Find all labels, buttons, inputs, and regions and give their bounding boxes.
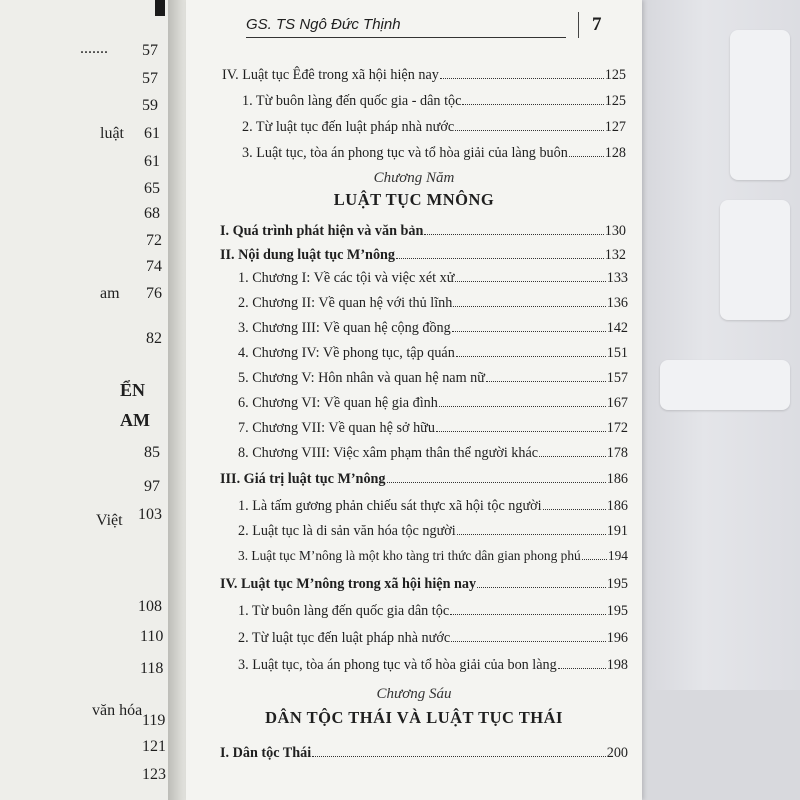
- toc-entry-title: 2. Từ luật tục đến luật pháp nhà nước: [242, 119, 455, 136]
- left-page-number: 119: [142, 712, 166, 729]
- dot-leader: [453, 294, 605, 307]
- left-page-number: 76: [146, 285, 162, 302]
- toc-entry: [220, 222, 626, 240]
- toc-entry: [242, 144, 626, 162]
- toc-entry-page: 178: [606, 445, 628, 462]
- keyboard-key: [660, 360, 790, 410]
- toc-entry-title: 4. Chương IV: Về phong tục, tập quán: [238, 345, 455, 362]
- left-page-number: 85: [144, 444, 160, 461]
- dot-leader: [486, 369, 606, 382]
- toc-entry-title: 5. Chương V: Hôn nhân và quan hệ nam nữ: [238, 370, 485, 387]
- left-page-number: 57: [142, 42, 158, 59]
- chapter-title: LUẬT TỤC MNÔNG: [333, 190, 495, 209]
- left-dots: .......: [80, 40, 108, 57]
- chapter-label: Chương Sáu: [376, 686, 452, 702]
- toc-entry-page: 130: [604, 223, 626, 240]
- toc-entry-page: 195: [606, 576, 628, 593]
- toc-entry-title: 2. Chương II: Về quan hệ với thủ lĩnh: [238, 295, 453, 312]
- toc-entry-title: 1. Là tấm gương phản chiếu sát thực xã hội tộc người: [238, 498, 542, 515]
- running-head-author: GS. TS Ngô Đức Thịnh: [246, 16, 401, 33]
- left-page-number: 74: [146, 258, 162, 275]
- toc-entry-page: 186: [606, 471, 628, 488]
- desk-surface: [640, 690, 800, 800]
- book-gutter: [168, 0, 188, 800]
- dot-leader: [457, 522, 606, 535]
- toc-entry-page: 127: [604, 119, 626, 136]
- dot-leader: [455, 118, 604, 131]
- left-text-fragment: luật: [100, 125, 124, 142]
- dot-leader: [558, 656, 606, 669]
- left-page-number: 57: [142, 70, 158, 87]
- dot-leader: [436, 419, 606, 432]
- toc-entry: [238, 369, 628, 387]
- toc-entry-page: 132: [604, 247, 626, 264]
- toc-entry-title: III. Giá trị luật tục M’nông: [220, 471, 386, 488]
- toc-entry-page: 133: [606, 270, 628, 287]
- toc-entry-page: 128: [604, 145, 626, 162]
- left-page-number: 72: [146, 232, 162, 249]
- book-page: [186, 0, 642, 800]
- left-page-number: 59: [142, 97, 158, 114]
- toc-entry-page: 191: [606, 523, 628, 540]
- toc-entry: [220, 744, 628, 762]
- toc-entry: [220, 246, 626, 264]
- dot-leader: [396, 246, 604, 259]
- toc-entry-page: 200: [606, 745, 628, 762]
- left-page-number: 121: [142, 738, 166, 755]
- toc-entry: [238, 602, 628, 620]
- dot-leader: [312, 744, 606, 757]
- toc-entry-page: 195: [606, 603, 628, 620]
- toc-entry: [238, 419, 628, 437]
- dot-leader: [582, 548, 607, 560]
- dot-leader: [456, 344, 606, 357]
- toc-entry-title: 8. Chương VIII: Việc xâm phạm thân thể người khác: [238, 445, 539, 462]
- keyboard-key: [730, 30, 790, 180]
- toc-entry: [238, 319, 628, 337]
- toc-entry: [238, 269, 628, 287]
- toc-entry-title: 1. Từ buôn làng đến quốc gia - dân tộc: [242, 93, 462, 110]
- dot-leader: [539, 444, 606, 457]
- toc-entry-title: 1. Từ buôn làng đến quốc gia dân tộc: [238, 603, 450, 620]
- left-page-number: 118: [140, 660, 164, 677]
- dot-leader: [543, 497, 606, 510]
- toc-entry-title: 6. Chương VI: Về quan hệ gia đình: [238, 395, 438, 412]
- chapter-title: DÂN TỘC THÁI VÀ LUẬT TỤC THÁI: [265, 708, 563, 727]
- toc-entry-page: 186: [606, 498, 628, 515]
- toc-entry-page: 167: [606, 395, 628, 412]
- chapter-label: Chương Năm: [373, 170, 455, 186]
- left-page-number: 110: [140, 628, 164, 645]
- toc-entry-page: 125: [604, 93, 626, 110]
- left-heading-fragment: AM: [120, 410, 150, 430]
- toc-entry-page: 125: [604, 67, 626, 84]
- left-page-number: 61: [144, 153, 160, 170]
- dot-leader: [452, 319, 606, 332]
- left-page-number: 82: [146, 330, 162, 347]
- toc-entry: [238, 444, 628, 462]
- toc-entry-title: 3. Chương III: Về quan hệ cộng đồng: [238, 320, 451, 337]
- toc-entry-title: 3. Luật tục, tòa án phong tục và tổ hòa giải của làng buôn: [242, 145, 568, 162]
- toc-entry-title: IV. Luật tục Êđê trong xã hội hiện nay: [222, 67, 439, 84]
- dot-leader: [455, 269, 605, 282]
- left-page-number: 123: [142, 766, 166, 783]
- toc-entry: [238, 394, 628, 412]
- toc-entry-title: 7. Chương VII: Về quan hệ sở hữu: [238, 420, 435, 437]
- toc-entry: [238, 294, 628, 312]
- left-heading-fragment: ỂN: [120, 380, 146, 400]
- left-text-fragment: văn hóa: [92, 702, 143, 719]
- dot-leader: [387, 470, 606, 483]
- left-page: [0, 0, 178, 800]
- left-page-number: 68: [144, 205, 160, 222]
- toc-entry-page: 172: [606, 420, 628, 437]
- left-text-fragment: Việt: [96, 512, 123, 529]
- toc-entry: [238, 344, 628, 362]
- toc-entry-title: 1. Chương I: Về các tội và việc xét xử: [238, 270, 455, 287]
- dot-leader: [424, 222, 603, 235]
- left-page-number: 97: [144, 478, 160, 495]
- toc-entry-title: IV. Luật tục M’nông trong xã hội hiện nay: [220, 576, 477, 593]
- dot-leader: [439, 394, 606, 407]
- toc-entry: [220, 575, 628, 593]
- toc-entry-page: 151: [606, 345, 628, 362]
- left-page-number: 108: [138, 598, 162, 615]
- page-marker: [155, 0, 165, 16]
- toc-entry: [238, 548, 628, 564]
- table-of-contents: [186, 0, 642, 800]
- toc-entry-title: I. Quá trình phát hiện và văn bản: [220, 223, 424, 240]
- toc-entry: [238, 656, 628, 674]
- toc-entry-title: 2. Từ luật tục đến luật pháp nhà nước: [238, 630, 451, 647]
- toc-entry: [238, 522, 628, 540]
- dot-leader: [450, 602, 606, 615]
- dot-leader: [440, 66, 604, 79]
- dot-leader: [569, 144, 604, 157]
- toc-entry-page: 136: [606, 295, 628, 312]
- toc-entry-page: 142: [606, 320, 628, 337]
- toc-entry-page: 194: [607, 548, 628, 564]
- page-number: 7: [592, 14, 602, 35]
- left-page-number: 103: [138, 506, 162, 523]
- desk-background: [640, 0, 800, 800]
- toc-entry-title: 3. Luật tục M’nông là một kho tàng tri thức dân gian phong phú: [238, 548, 581, 564]
- keyboard-key: [720, 200, 790, 320]
- toc-entry-page: 196: [606, 630, 628, 647]
- toc-entry: [238, 629, 628, 647]
- toc-entry: [242, 118, 626, 136]
- toc-entry-page: 198: [606, 657, 628, 674]
- toc-entry: [238, 497, 628, 515]
- left-text-fragment: am: [100, 285, 120, 302]
- toc-entry: [222, 66, 626, 84]
- toc-entry-title: 3. Luật tục, tòa án phong tục và tổ hòa giải của bon làng: [238, 657, 557, 674]
- left-page-number: 61: [144, 125, 160, 142]
- toc-entry: [242, 92, 626, 110]
- dot-leader: [462, 92, 603, 105]
- toc-entry-title: II. Nội dung luật tục M’nông: [220, 247, 396, 264]
- dot-leader: [477, 575, 606, 588]
- toc-entry-title: 2. Luật tục là di sản văn hóa tộc người: [238, 523, 456, 540]
- toc-entry-title: I. Dân tộc Thái: [220, 745, 312, 762]
- toc-entry-page: 157: [606, 370, 628, 387]
- left-page-number: 65: [144, 180, 160, 197]
- dot-leader: [451, 629, 606, 642]
- toc-entry: [220, 470, 628, 488]
